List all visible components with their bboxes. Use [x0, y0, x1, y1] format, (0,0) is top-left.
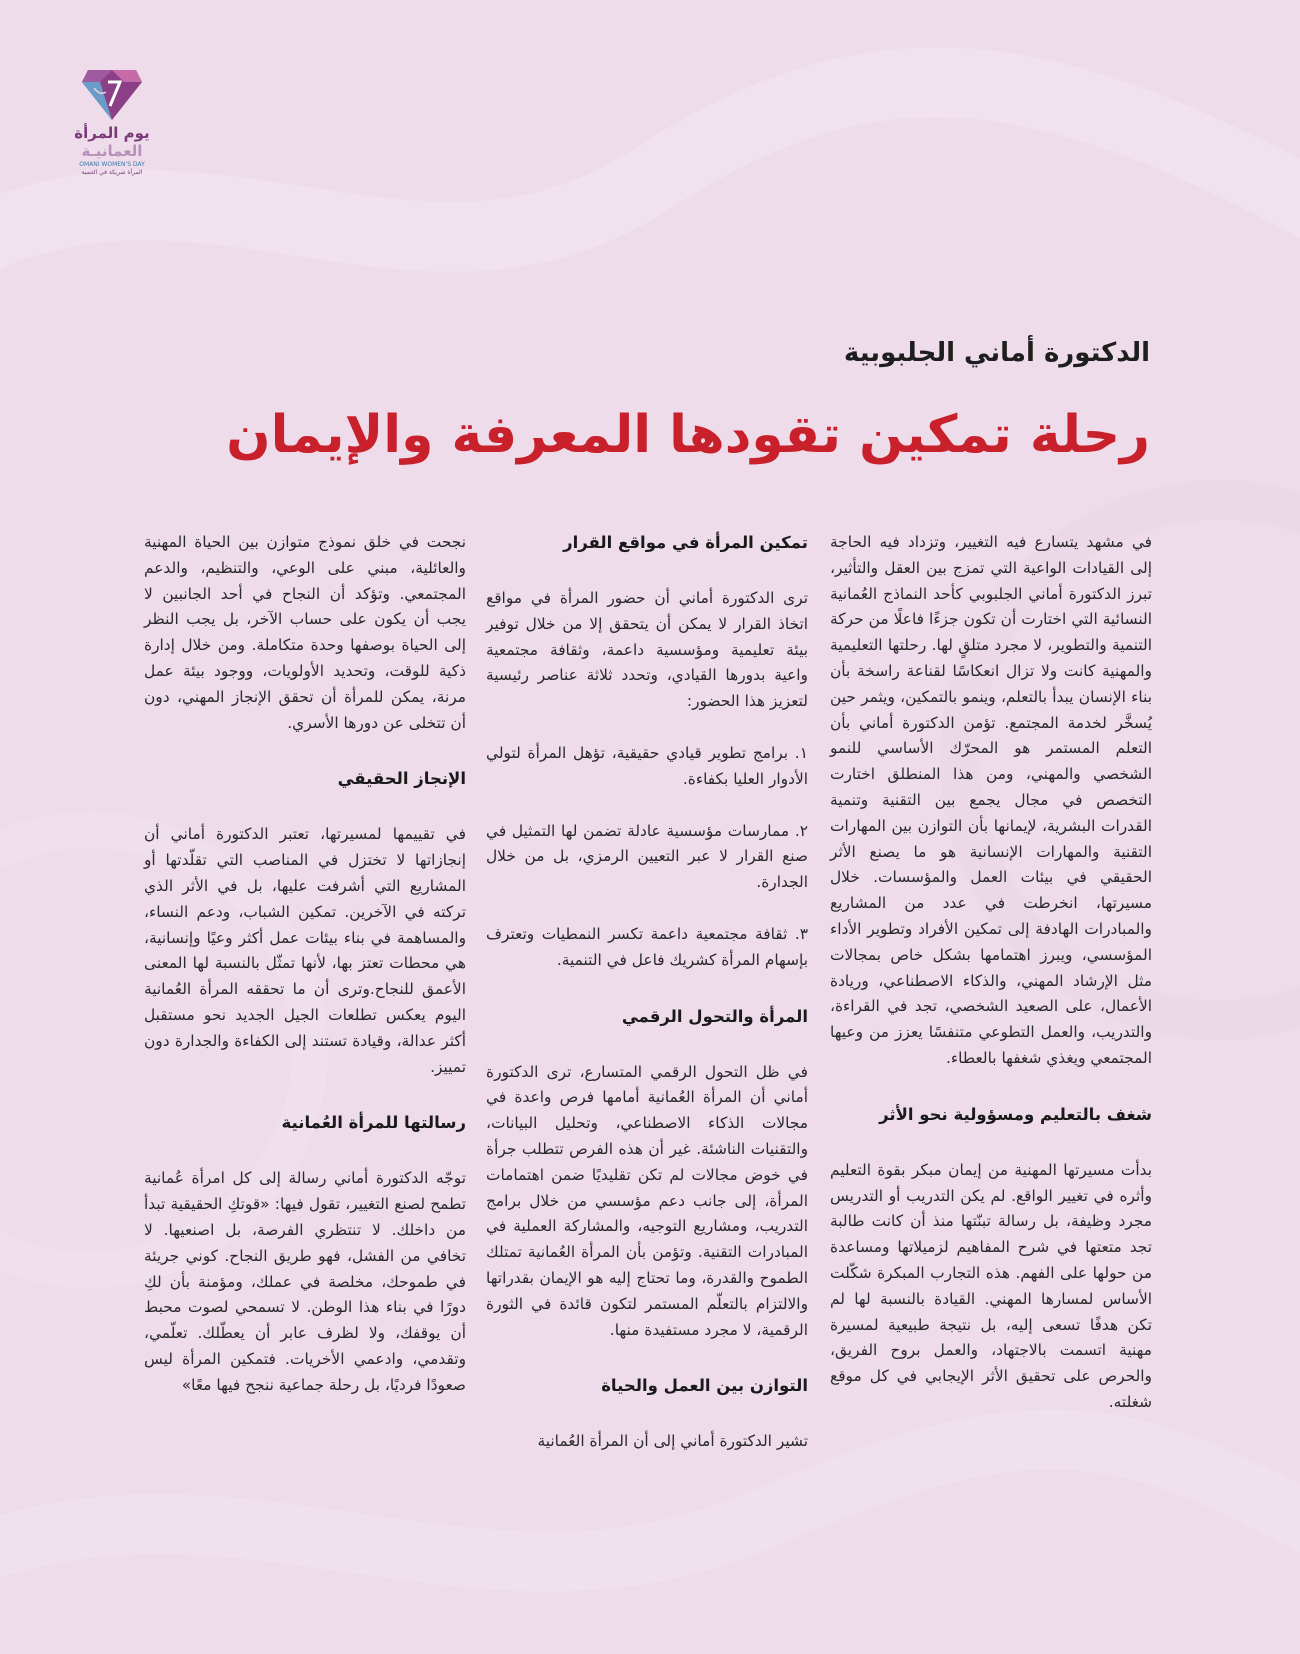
balance-paragraph-start: تشير الدكتورة أماني إلى أن المرأة العُمانية: [537, 1432, 808, 1451]
list-item-2: ٢. ممارسات مؤسسية عادلة تضمن لها التمثيل في صنع القرار لا عبر التعيين الرمزي، بل من خلال الجدارة.: [486, 821, 808, 892]
logo-tagline: المرأة شريكة في التنمية: [81, 169, 143, 176]
list-item-1: ١. برامج تطوير قيادي حقيقية، تؤهل المرأة لتولي الأدوار العليا بكفاءة.: [486, 743, 808, 788]
section-heading-balance: التوازن بين العمل والحياة: [601, 1376, 808, 1396]
section-heading-achievement: الإنجاز الحقيقي: [337, 769, 466, 789]
empowerment-paragraph: ترى الدكتورة أماني أن حضور المرأة في مواقع اتخاذ القرار لا يمكن أن يتحقق إلا من خلال توفير بيئة تعليمية ومؤسسية داعمة، وثقافة مجتمعية واعية بدورها القيادي، وتحدد ثلاثة عناصر رئيسية لتعزيز هذا الحضور:: [486, 589, 808, 711]
omani-womens-day-logo: [72, 66, 152, 177]
logo-title-line2: العمانيـة: [81, 142, 143, 160]
article-column-1: [830, 530, 1152, 1416]
section-heading-message: رسالتها للمرأة العُمانية: [281, 1113, 466, 1133]
section-heading-passion: شغف بالتعليم ومسؤولية نحو الأثر: [879, 1104, 1152, 1124]
message-paragraph: توجّه الدكتورة أماني رسالة إلى كل امرأة عُمانية تطمح لصنع التغيير، تقول فيها: «قوتكِ الحقيقية تبدأ من داخلك. لا تنتظري الفرصة، بل اصنعيها. لا تخافي من الفشل، فهو طريق النجاح. كوني جريئة في طموحك، مخلصة في عملك، ومؤمنة بأن لكِ دورًا في بناء هذا الوطن. لا تسمحي لصوت محبط أن يوقفك، ولا لظرف عابر أن يعطّلك. تعلّمي، وتقدمي، وادعمي الأخريات. فتمكين المرأة ليس صعودًا فرديًا، بل رحلة جماعية ننجح فيها معًا»: [144, 1169, 466, 1394]
achievement-paragraph: في تقييمها لمسيرتها، تعتبر الدكتورة أماني أن إنجازاتها لا تختزل في المناصب التي تقلّدتها أو المشاريع التي أشرفت عليها، بل في الأثر الذي تركته في الآخرين. تمكين الشباب، ودعم النساء، والمساهمة في بناء بيئات عمل أكثر وعيًا وإنسانية، هي محطات تعتز بها، لأنها تمثّل بالنسبة لها المعنى الأعمق للنجاح.وترى أن ما تحققه المرأة العُمانية اليوم يعكس تطلعات الجيل الجديد نحو مستقبل أكثر عدالة، وقيادة تستند إلى الكفاءة والجدارة دون تمييز.: [144, 825, 466, 1076]
passion-paragraph: بدأت مسيرتها المهنية من إيمان مبكر بقوة التعليم وأثره في تغيير الواقع. لم يكن التدريب أو التدريس مجرد وظيفة، بل رسالة تبنّتها منذ أن كانت طالبة تجد متعتها في شرح المفاهيم لزميلاتها ومساعدة من حولها على الفهم. هذه التجارب المبكرة شكّلت الأساس لمسارها المهني. القيادة بالنسبة لها لم تكن هدفًا تسعى إليه، بل نتيجة طبيعية لمسيرة مهنية اتسمت بالاجتهاد، والعمل بروح الفريق، والحرص على تحقيق الأثر الإيجابي في كل موقع شغلته.: [830, 1160, 1152, 1411]
section-heading-digital: المرأة والتحول الرقمي: [621, 1006, 808, 1026]
author-name: الدكتورة أماني الجلبوبية: [843, 338, 1150, 368]
article-column-2: [486, 530, 808, 1455]
digital-paragraph: في ظل التحول الرقمي المتسارع، ترى الدكتورة أماني أن المرأة العُمانية أمامها فرص واعدة في مجالات الذكاء الاصطناعي، وتحليل البيانات، والتقنيات الناشئة. غير أن هذه الفرص تتطلب جرأة في خوض مجالات لم تكن تقليديًا ضمن اهتمامات المرأة، إلى جانب دعم مؤسسي من خلال برامج التدريب، ومشاريع التوجيه، والمشاركة العملية في المبادرات التقنية. وتؤمن بأن المرأة العُمانية تمتلك الطموح والقدرة، وما تحتاج إليه هو الإيمان بقدراتها والالتزام بالتعلّم المستمر لتكون قائدة في الثورة الرقمية، لا مجرد مستفيدة منها.: [486, 1062, 808, 1339]
balance-paragraph-continued: نجحت في خلق نموذج متوازن بين الحياة المهنية والعائلية، مبني على الوعي، والتنظيم، والدعم المجتمعي. وتؤكد أن النجاح في أحد الجانبين لا يجب أن يكون على حساب الآخر، بل يجب النظر إلى الحياة بوصفها وحدة متكاملة. ومن خلال إدارة ذكية للوقت، وتحديد الأولويات، ووجود بيئة عمل مرنة، يمكن للمرأة أن تحقق الإنجاز المهني، دون أن تتخلى عن دورها الأسري.: [144, 533, 466, 732]
logo-english-text: OMANI WOMEN'S DAY: [79, 161, 145, 168]
intro-paragraph: في مشهد يتسارع فيه التغيير، وتزداد فيه الحاجة إلى القيادات الواعية التي تمزج بين العقل والتأثير، تبرز الدكتورة أماني الجلبوبي كأحد النماذج العُمانية النسائية التي اختارت أن تكون جزءًا فاعلًا من حركة التنمية والتطوير، لا مجرد متلقٍ لها. رحلتها التعليمية والمهنية كانت ولا تزال انعكاسًا لقناعة راسخة بأن بناء الإنسان يبدأ بالتعلم، وينمو بالتمكين، ويثمر حين يُسخَّر لخدمة المجتمع. تؤمن الدكتورة أماني بأن التعلم المستمر هو المحرّك الأساسي للنمو الشخصي والمهني، ومن هذا المنطلق اختارت التخصص في مجال يجمع بين التقنية وتنمية القدرات البشرية، لإيمانها بأن التوازن بين المهارات التقنية والمهارات الإنسانية هو ما يصنع الأثر الحقيقي في بيئات العمل والمؤسسات. خلال مسيرتها، انخرطت في عدد من المشاريع والمبادرات الهادفة إلى تمكين الأفراد وتطوير الأداء المؤسسي، ويبرز اهتمامها بشكل خاص بمجالات مثل الإرشاد المهني، والذكاء الاصطناعي، وريادة الأعمال، على الصعيد الشخصي، تجد في القراءة، والتدريب، والعمل التطوعي متنفسًا يعزز من وعيها المجتمعي ويغذي شغفها بالعطاء.: [830, 533, 1152, 1067]
gem-emblem-icon: [80, 66, 144, 122]
logo-title-line1: يوم المرأة: [74, 124, 150, 142]
article-headline: رحلة تمكين تقودها المعرفة والإيمان: [226, 405, 1150, 465]
list-item-3: ٣. ثقافة مجتمعية داعمة تكسر النمطيات وتعترف بإسهام المرأة كشريك فاعل في التنمية.: [486, 924, 808, 969]
article-column-3: [144, 530, 466, 1399]
section-heading-empowerment: تمكين المرأة في مواقع القرار: [563, 533, 808, 552]
